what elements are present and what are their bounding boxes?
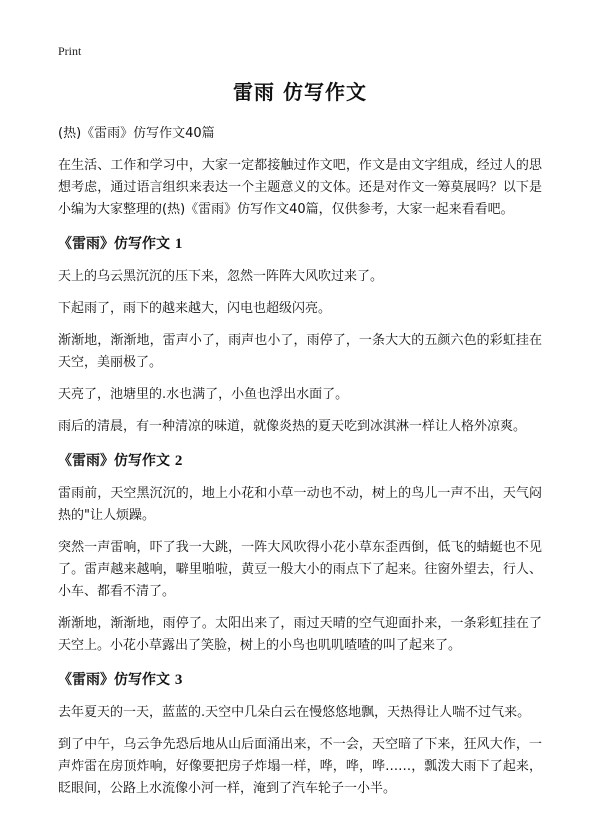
section-heading [58,669,542,691]
essay-paragraph: 到了中午，乌云争先恐后地从山后面涌出来，不一会，天空暗了下来，狂风大作，一声炸雷在房顶炸响，好像要把房子炸塌一样，哗，哗，哗……，瓢泼大雨下了起来，眨眼间，公路上水流像小河一样，淹到了汽车轮子一小半。 [58,737,542,796]
essay-paragraph: 去年夏天的一天，蓝蓝的.天空中几朵白云在慢悠悠地飘，天热得让人喘不过气来。 [58,705,531,720]
section-heading [58,450,542,472]
section-heading-text: 《雷雨》仿写作文 [58,672,170,688]
essay-paragraph: 突然一声雷响，吓了我一大跳，一阵大风吹得小花小草东歪西倒，低飞的蜻蜓也不见了。雷声越来越响，噼里啪啦，黄豆一般大小的雨点下了起来。往窗外望去，行人、小车、都看不清了。 [58,540,542,599]
section-number: 2 [174,453,183,469]
essay-section-2 [58,450,542,657]
essay-section-1 [58,233,542,438]
section-heading-text: 《雷雨》仿写作文 [58,453,170,469]
essay-paragraph: 天亮了，池塘里的.水也满了，小鱼也浮出水面了。 [58,387,349,402]
essay-paragraph: 下起雨了，雨下的越来越大，闪电也超级闪亮。 [58,301,332,316]
section-heading-text: 《雷雨》仿写作文 [58,236,170,252]
article-subtitle: (热)《雷雨》仿写作文40篇 [58,126,215,141]
essay-paragraph: 天上的乌云黑沉沉的压下来，忽然一阵阵大风吹过来了。 [58,269,384,284]
intro-paragraph: 在生活、工作和学习中，大家一定都接触过作文吧，作文是由文字组成，经过人的思想考虑，通过语言组织来表达一个主题意义的文体。还是对作文一筹莫展吗？以下是小编为大家整理的(热)《雷雨》仿写作文40篇，仅供参考，大家一起来看看吧。 [58,158,542,217]
section-heading [58,233,542,255]
page-title: 雷雨 仿写作文 [233,80,367,104]
essay-paragraph: 雨后的清晨，有一种清凉的味道，就像炎热的夏天吃到冰淇淋一样让人格外凉爽。 [58,419,527,434]
print-label: Print [58,44,82,58]
essay-paragraph: 雷雨前，天空黑沉沉的，地上小花和小草一动也不动，树上的鸟儿一声不出，天气闷热的"让人烦躁。 [58,486,542,523]
essay-section-3 [58,669,542,800]
section-number: 3 [174,672,183,688]
essay-paragraph: 渐渐地，渐渐地，雷声小了，雨声也小了，雨停了，一条大大的五颜六色的彩虹挂在天空，美丽极了。 [58,333,542,370]
section-number: 1 [174,236,183,252]
article-body [58,124,542,810]
essay-paragraph: 渐渐地，渐渐地，雨停了。太阳出来了，雨过天晴的空气迎面扑来，一条彩虹挂在了天空上。小花小草露出了笑脸，树上的小鸟也叽叽喳喳的叫了起来了。 [58,616,542,653]
